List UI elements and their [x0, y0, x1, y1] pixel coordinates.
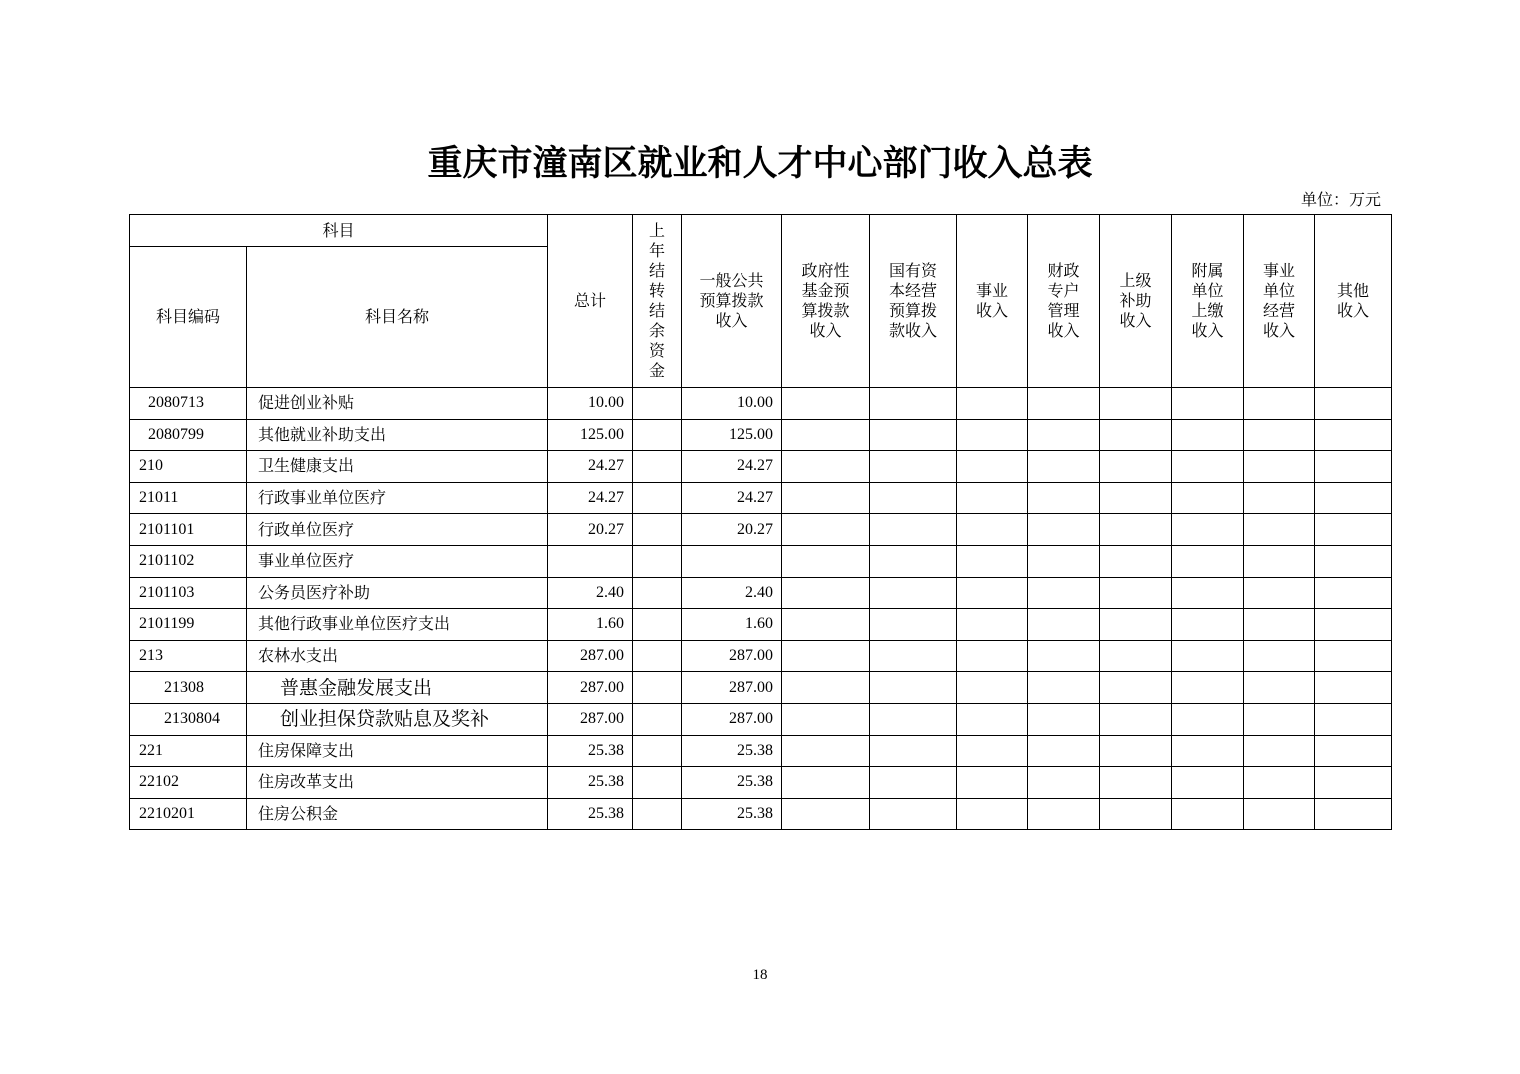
cell-code: 2210201	[130, 798, 247, 830]
table-row	[130, 640, 1392, 672]
cell-name: 其他就业补助支出	[247, 419, 548, 451]
cell-name: 农林水支出	[247, 640, 548, 672]
cell-name: 事业单位医疗	[247, 545, 548, 577]
cell-total: 24.27	[548, 482, 633, 514]
cell-total	[548, 545, 633, 577]
cell-general: 125.00	[682, 419, 782, 451]
cell-total: 125.00	[548, 419, 633, 451]
header-state-capital: 国有资 本经营 预算拨 款收入	[870, 215, 957, 388]
cell-total: 1.60	[548, 609, 633, 641]
cell-general: 287.00	[682, 640, 782, 672]
unit-label: 单位：万元	[1300, 190, 1381, 209]
cell-total: 287.00	[548, 672, 633, 704]
table-row	[130, 672, 1392, 704]
cell-name: 住房保障支出	[247, 735, 548, 767]
cell-name: 卫生健康支出	[247, 451, 548, 483]
cell-general: 2.40	[682, 577, 782, 609]
table-row	[130, 798, 1392, 830]
cell-total: 25.38	[548, 735, 633, 767]
cell-total: 25.38	[548, 767, 633, 799]
header-operating: 事业 单位 经营 收入	[1244, 215, 1315, 388]
cell-code: 2080713	[130, 388, 247, 420]
cell-code: 2130804	[130, 703, 247, 735]
cell-total: 25.38	[548, 798, 633, 830]
cell-name: 住房改革支出	[247, 767, 548, 799]
header-code: 科目编码	[130, 247, 247, 388]
table-row	[130, 388, 1392, 420]
cell-total: 20.27	[548, 514, 633, 546]
cell-general: 287.00	[682, 672, 782, 704]
cell-code: 2080799	[130, 419, 247, 451]
cell-name: 行政单位医疗	[247, 514, 548, 546]
cell-code: 213	[130, 640, 247, 672]
table-row	[130, 482, 1392, 514]
cell-general: 24.27	[682, 451, 782, 483]
cell-code: 221	[130, 735, 247, 767]
cell-general: 1.60	[682, 609, 782, 641]
header-general-budget: 一般公共 预算拨款 收入	[682, 215, 782, 388]
cell-total: 24.27	[548, 451, 633, 483]
cell-code: 21011	[130, 482, 247, 514]
income-table	[129, 214, 1392, 830]
header-superior-subsidy: 上级 补助 收入	[1100, 215, 1172, 388]
table-row	[130, 419, 1392, 451]
header-business: 事业 收入	[957, 215, 1028, 388]
cell-general: 25.38	[682, 798, 782, 830]
cell-general: 10.00	[682, 388, 782, 420]
cell-name: 创业担保贷款贴息及奖补	[247, 703, 548, 735]
cell-name: 行政事业单位医疗	[247, 482, 548, 514]
header-subject: 科目	[130, 215, 548, 247]
cell-code: 2101101	[130, 514, 247, 546]
cell-general: 24.27	[682, 482, 782, 514]
cell-general: 25.38	[682, 767, 782, 799]
header-name: 科目名称	[247, 247, 548, 388]
page-title: 重庆市潼南区就业和人才中心部门收入总表	[427, 143, 1093, 184]
table-row	[130, 577, 1392, 609]
header-carryover: 上 年 结 转 结 余 资 金	[633, 215, 682, 388]
cell-name: 促进创业补贴	[247, 388, 548, 420]
cell-code: 22102	[130, 767, 247, 799]
cell-code: 210	[130, 451, 247, 483]
cell-code: 2101102	[130, 545, 247, 577]
cell-total: 2.40	[548, 577, 633, 609]
cell-code: 21308	[130, 672, 247, 704]
table-row	[130, 451, 1392, 483]
header-total: 总计	[548, 215, 633, 388]
header-gov-fund: 政府性 基金预 算拨款 收入	[782, 215, 870, 388]
cell-code: 2101199	[130, 609, 247, 641]
cell-name: 其他行政事业单位医疗支出	[247, 609, 548, 641]
cell-total: 10.00	[548, 388, 633, 420]
table-row	[130, 545, 1392, 577]
cell-code: 2101103	[130, 577, 247, 609]
table-row	[130, 735, 1392, 767]
cell-total: 287.00	[548, 703, 633, 735]
cell-general	[682, 545, 782, 577]
cell-general: 25.38	[682, 735, 782, 767]
table-row	[130, 514, 1392, 546]
header-other: 其他 收入	[1315, 215, 1392, 388]
cell-general: 20.27	[682, 514, 782, 546]
header-fiscal-special: 财政 专户 管理 收入	[1028, 215, 1100, 388]
table-row	[130, 609, 1392, 641]
table-row	[130, 703, 1392, 735]
cell-name: 普惠金融发展支出	[247, 672, 548, 704]
cell-name: 公务员医疗补助	[247, 577, 548, 609]
cell-general: 287.00	[682, 703, 782, 735]
cell-name: 住房公积金	[247, 798, 548, 830]
page-number: 18	[752, 967, 768, 983]
header-affiliated: 附属 单位 上缴 收入	[1172, 215, 1244, 388]
cell-total: 287.00	[548, 640, 633, 672]
header-row-1	[130, 215, 1392, 247]
table-row	[130, 767, 1392, 799]
